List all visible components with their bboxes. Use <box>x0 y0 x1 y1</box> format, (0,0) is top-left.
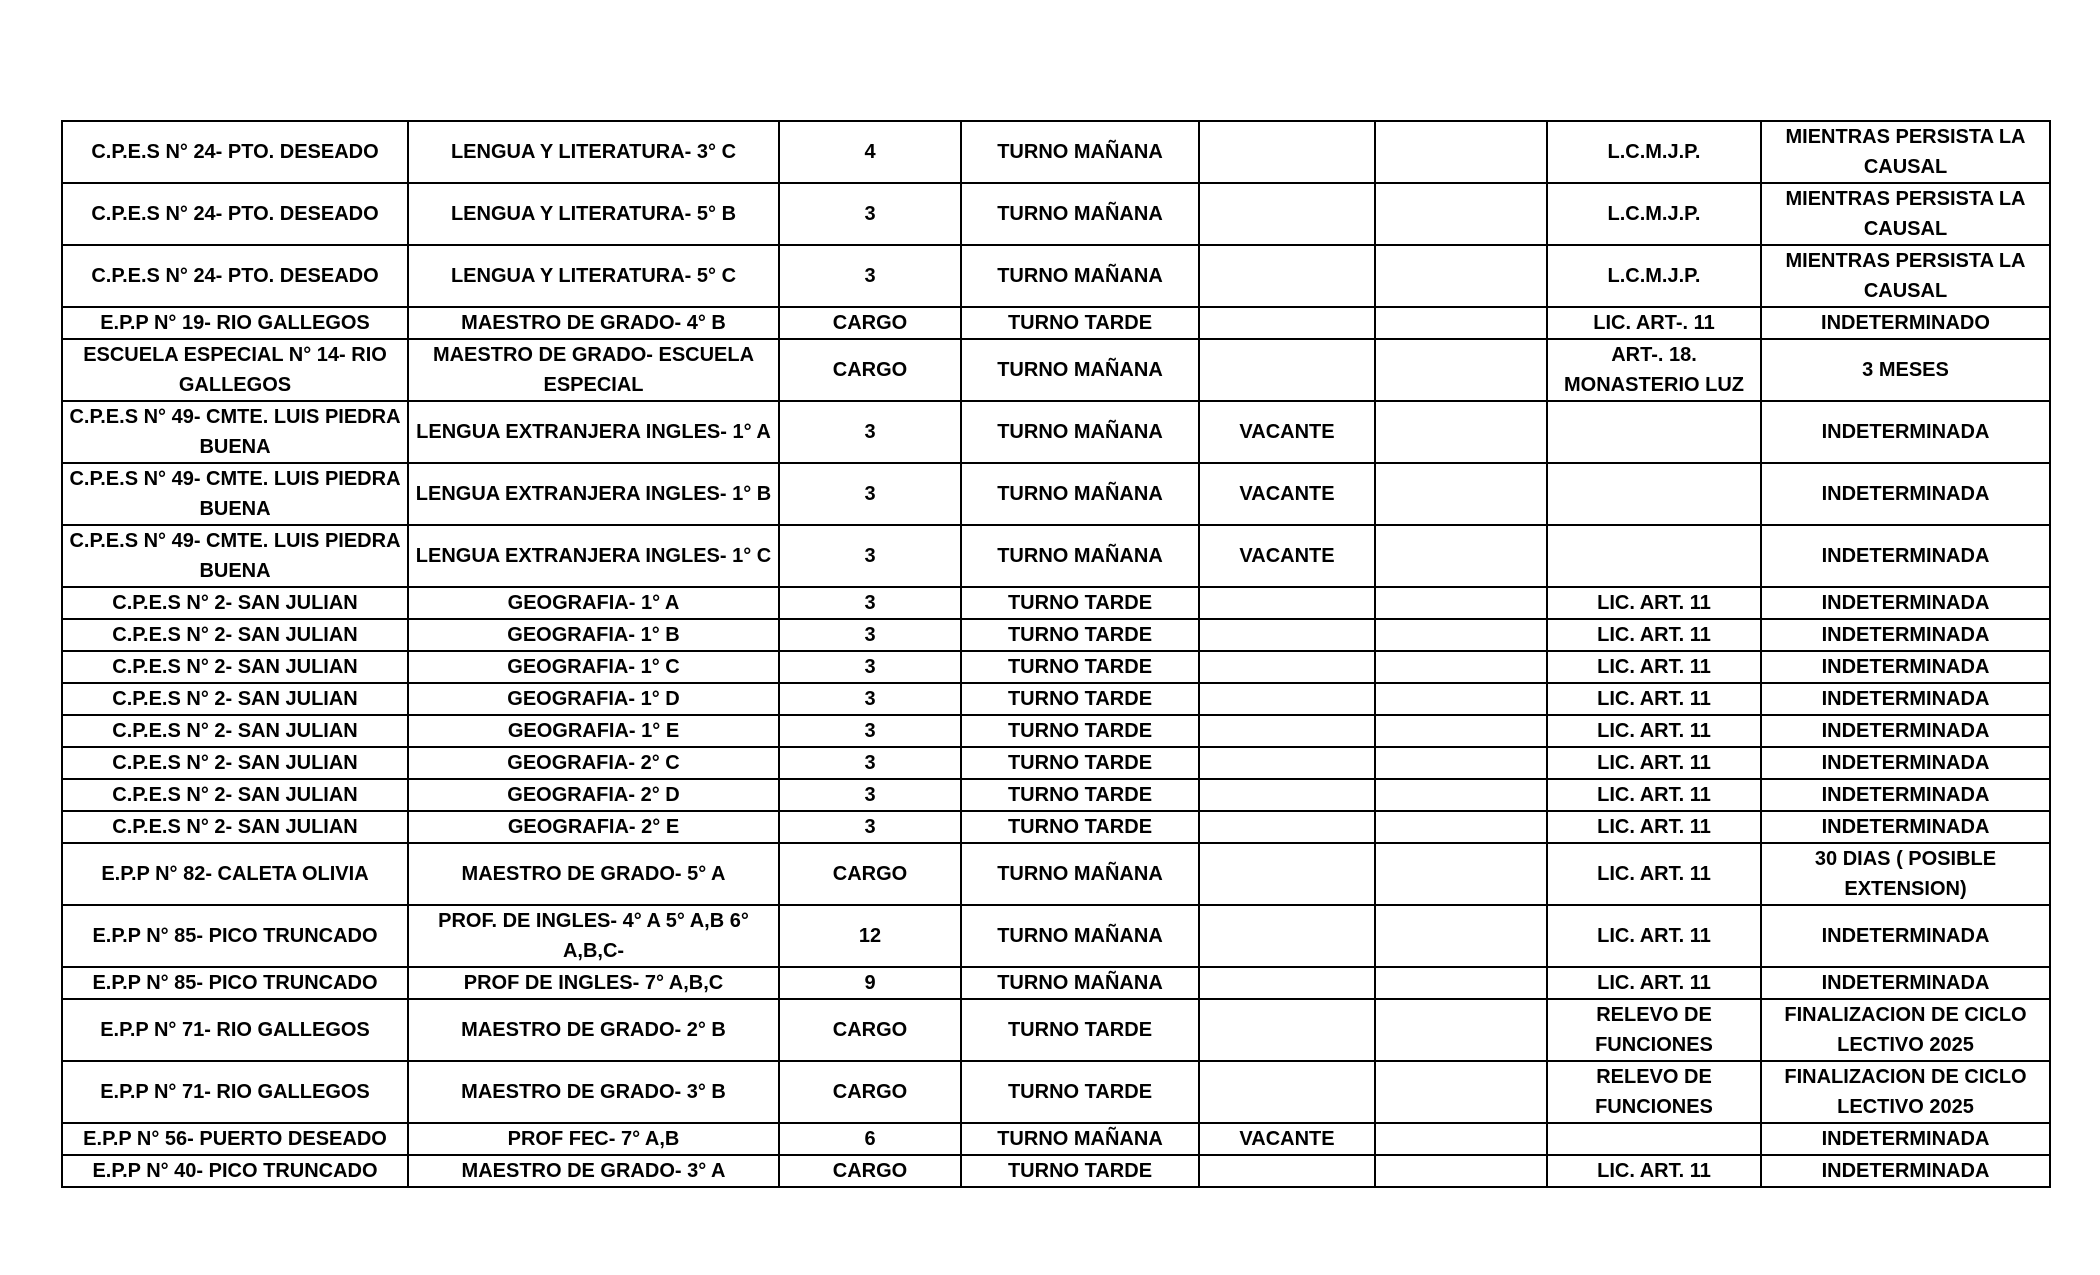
school-cell: C.P.E.S N° 2- SAN JULIAN <box>62 747 408 779</box>
shift-cell: TURNO MAÑANA <box>961 843 1199 905</box>
status-cell <box>1199 1155 1375 1187</box>
duration-cell: INDETERMINADO <box>1761 307 2050 339</box>
status-cell: VACANTE <box>1199 525 1375 587</box>
hours-cell: CARGO <box>779 999 961 1061</box>
subject-cell: MAESTRO DE GRADO- 5° A <box>408 843 779 905</box>
subject-cell: LENGUA EXTRANJERA INGLES- 1° A <box>408 401 779 463</box>
subject-cell: GEOGRAFIA- 2° E <box>408 811 779 843</box>
subject-cell: PROF DE INGLES- 7° A,B,C <box>408 967 779 999</box>
subject-cell: GEOGRAFIA- 2° C <box>408 747 779 779</box>
school-cell: E.P.P N° 56- PUERTO DESEADO <box>62 1123 408 1155</box>
shift-cell: TURNO MAÑANA <box>961 339 1199 401</box>
reason-cell: LIC. ART. 11 <box>1547 843 1761 905</box>
hours-cell: 3 <box>779 811 961 843</box>
table-row <box>62 1123 2050 1155</box>
table-row <box>62 307 2050 339</box>
blank-cell <box>1375 1061 1547 1123</box>
reason-cell: RELEVO DE FUNCIONES <box>1547 999 1761 1061</box>
table-row <box>62 905 2050 967</box>
shift-cell: TURNO TARDE <box>961 683 1199 715</box>
reason-cell: LIC. ART. 11 <box>1547 715 1761 747</box>
status-cell: VACANTE <box>1199 1123 1375 1155</box>
hours-cell: CARGO <box>779 1061 961 1123</box>
reason-cell <box>1547 525 1761 587</box>
subject-cell: GEOGRAFIA- 1° B <box>408 619 779 651</box>
status-cell: VACANTE <box>1199 463 1375 525</box>
blank-cell <box>1375 121 1547 183</box>
shift-cell: TURNO TARDE <box>961 747 1199 779</box>
blank-cell <box>1375 715 1547 747</box>
blank-cell <box>1375 401 1547 463</box>
hours-cell: 3 <box>779 245 961 307</box>
reason-cell: LIC. ART. 11 <box>1547 651 1761 683</box>
blank-cell <box>1375 999 1547 1061</box>
hours-cell: CARGO <box>779 307 961 339</box>
status-cell <box>1199 183 1375 245</box>
shift-cell: TURNO TARDE <box>961 307 1199 339</box>
hours-cell: CARGO <box>779 339 961 401</box>
table-row <box>62 811 2050 843</box>
status-cell <box>1199 1061 1375 1123</box>
school-cell: C.P.E.S N° 49- CMTE. LUIS PIEDRA BUENA <box>62 525 408 587</box>
status-cell <box>1199 967 1375 999</box>
blank-cell <box>1375 245 1547 307</box>
hours-cell: 6 <box>779 1123 961 1155</box>
school-cell: C.P.E.S N° 2- SAN JULIAN <box>62 715 408 747</box>
reason-cell: LIC. ART. 11 <box>1547 811 1761 843</box>
subject-cell: GEOGRAFIA- 1° C <box>408 651 779 683</box>
shift-cell: TURNO MAÑANA <box>961 183 1199 245</box>
blank-cell <box>1375 905 1547 967</box>
hours-cell: 4 <box>779 121 961 183</box>
duration-cell: INDETERMINADA <box>1761 905 2050 967</box>
status-cell <box>1199 619 1375 651</box>
blank-cell <box>1375 587 1547 619</box>
reason-cell: LIC. ART. 11 <box>1547 683 1761 715</box>
school-cell: C.P.E.S N° 2- SAN JULIAN <box>62 779 408 811</box>
hours-cell: 3 <box>779 525 961 587</box>
school-cell: C.P.E.S N° 2- SAN JULIAN <box>62 811 408 843</box>
reason-cell <box>1547 1123 1761 1155</box>
blank-cell <box>1375 183 1547 245</box>
school-cell: C.P.E.S N° 2- SAN JULIAN <box>62 651 408 683</box>
status-cell <box>1199 747 1375 779</box>
duration-cell: INDETERMINADA <box>1761 683 2050 715</box>
duration-cell: 3 MESES <box>1761 339 2050 401</box>
blank-cell <box>1375 651 1547 683</box>
hours-cell: CARGO <box>779 843 961 905</box>
subject-cell: PROF FEC- 7° A,B <box>408 1123 779 1155</box>
hours-cell: CARGO <box>779 1155 961 1187</box>
duration-cell: MIENTRAS PERSISTA LA CAUSAL <box>1761 183 2050 245</box>
blank-cell <box>1375 1155 1547 1187</box>
subject-cell: MAESTRO DE GRADO- 2° B <box>408 999 779 1061</box>
table-row <box>62 651 2050 683</box>
vacancy-table <box>61 120 2051 1188</box>
table-row <box>62 683 2050 715</box>
table-row <box>62 715 2050 747</box>
status-cell <box>1199 999 1375 1061</box>
school-cell: C.P.E.S N° 24- PTO. DESEADO <box>62 245 408 307</box>
status-cell <box>1199 245 1375 307</box>
blank-cell <box>1375 843 1547 905</box>
table-row <box>62 747 2050 779</box>
hours-cell: 3 <box>779 401 961 463</box>
blank-cell <box>1375 525 1547 587</box>
status-cell <box>1199 715 1375 747</box>
shift-cell: TURNO TARDE <box>961 1061 1199 1123</box>
reason-cell: L.C.M.J.P. <box>1547 121 1761 183</box>
subject-cell: LENGUA Y LITERATURA- 3° C <box>408 121 779 183</box>
duration-cell: INDETERMINADA <box>1761 587 2050 619</box>
table-row <box>62 525 2050 587</box>
status-cell <box>1199 121 1375 183</box>
hours-cell: 3 <box>779 183 961 245</box>
blank-cell <box>1375 463 1547 525</box>
reason-cell: L.C.M.J.P. <box>1547 245 1761 307</box>
subject-cell: GEOGRAFIA- 1° A <box>408 587 779 619</box>
shift-cell: TURNO MAÑANA <box>961 463 1199 525</box>
shift-cell: TURNO TARDE <box>961 811 1199 843</box>
blank-cell <box>1375 747 1547 779</box>
shift-cell: TURNO TARDE <box>961 999 1199 1061</box>
duration-cell: INDETERMINADA <box>1761 651 2050 683</box>
blank-cell <box>1375 339 1547 401</box>
table-row <box>62 1155 2050 1187</box>
hours-cell: 3 <box>779 747 961 779</box>
duration-cell: FINALIZACION DE CICLO LECTIVO 2025 <box>1761 1061 2050 1123</box>
table-row <box>62 401 2050 463</box>
shift-cell: TURNO MAÑANA <box>961 245 1199 307</box>
blank-cell <box>1375 619 1547 651</box>
blank-cell <box>1375 811 1547 843</box>
duration-cell: INDETERMINADA <box>1761 1155 2050 1187</box>
status-cell <box>1199 811 1375 843</box>
reason-cell: L.C.M.J.P. <box>1547 183 1761 245</box>
status-cell <box>1199 905 1375 967</box>
school-cell: E.P.P N° 19- RIO GALLEGOS <box>62 307 408 339</box>
status-cell <box>1199 587 1375 619</box>
school-cell: E.P.P N° 71- RIO GALLEGOS <box>62 999 408 1061</box>
duration-cell: INDETERMINADA <box>1761 779 2050 811</box>
blank-cell <box>1375 683 1547 715</box>
hours-cell: 3 <box>779 651 961 683</box>
school-cell: C.P.E.S N° 49- CMTE. LUIS PIEDRA BUENA <box>62 463 408 525</box>
school-cell: C.P.E.S N° 2- SAN JULIAN <box>62 683 408 715</box>
shift-cell: TURNO MAÑANA <box>961 967 1199 999</box>
blank-cell <box>1375 1123 1547 1155</box>
subject-cell: LENGUA Y LITERATURA- 5° B <box>408 183 779 245</box>
duration-cell: MIENTRAS PERSISTA LA CAUSAL <box>1761 245 2050 307</box>
hours-cell: 3 <box>779 587 961 619</box>
table-row <box>62 779 2050 811</box>
reason-cell: LIC. ART. 11 <box>1547 619 1761 651</box>
reason-cell: LIC. ART-. 11 <box>1547 307 1761 339</box>
blank-cell <box>1375 307 1547 339</box>
table-row <box>62 619 2050 651</box>
school-cell: C.P.E.S N° 24- PTO. DESEADO <box>62 183 408 245</box>
subject-cell: GEOGRAFIA- 1° E <box>408 715 779 747</box>
status-cell <box>1199 843 1375 905</box>
status-cell <box>1199 307 1375 339</box>
hours-cell: 3 <box>779 619 961 651</box>
hours-cell: 3 <box>779 779 961 811</box>
duration-cell: INDETERMINADA <box>1761 1123 2050 1155</box>
blank-cell <box>1375 967 1547 999</box>
table-row <box>62 463 2050 525</box>
duration-cell: INDETERMINADA <box>1761 967 2050 999</box>
duration-cell: FINALIZACION DE CICLO LECTIVO 2025 <box>1761 999 2050 1061</box>
duration-cell: 30 DIAS ( POSIBLE EXTENSION) <box>1761 843 2050 905</box>
status-cell <box>1199 651 1375 683</box>
subject-cell: GEOGRAFIA- 1° D <box>408 683 779 715</box>
shift-cell: TURNO MAÑANA <box>961 905 1199 967</box>
school-cell: E.P.P N° 71- RIO GALLEGOS <box>62 1061 408 1123</box>
school-cell: ESCUELA ESPECIAL N° 14- RIO GALLEGOS <box>62 339 408 401</box>
school-cell: C.P.E.S N° 24- PTO. DESEADO <box>62 121 408 183</box>
subject-cell: LENGUA Y LITERATURA- 5° C <box>408 245 779 307</box>
blank-cell <box>1375 779 1547 811</box>
status-cell <box>1199 339 1375 401</box>
reason-cell <box>1547 401 1761 463</box>
reason-cell: RELEVO DE FUNCIONES <box>1547 1061 1761 1123</box>
school-cell: E.P.P N° 82- CALETA OLIVIA <box>62 843 408 905</box>
hours-cell: 3 <box>779 715 961 747</box>
shift-cell: TURNO MAÑANA <box>961 401 1199 463</box>
shift-cell: TURNO TARDE <box>961 715 1199 747</box>
duration-cell: INDETERMINADA <box>1761 463 2050 525</box>
table-row <box>62 843 2050 905</box>
reason-cell <box>1547 463 1761 525</box>
table-row <box>62 245 2050 307</box>
shift-cell: TURNO TARDE <box>961 779 1199 811</box>
subject-cell: LENGUA EXTRANJERA INGLES- 1° B <box>408 463 779 525</box>
status-cell <box>1199 683 1375 715</box>
school-cell: C.P.E.S N° 2- SAN JULIAN <box>62 619 408 651</box>
subject-cell: MAESTRO DE GRADO- ESCUELA ESPECIAL <box>408 339 779 401</box>
subject-cell: MAESTRO DE GRADO- 3° B <box>408 1061 779 1123</box>
duration-cell: INDETERMINADA <box>1761 811 2050 843</box>
table-row <box>62 183 2050 245</box>
subject-cell: PROF. DE INGLES- 4° A 5° A,B 6° A,B,C- <box>408 905 779 967</box>
duration-cell: INDETERMINADA <box>1761 619 2050 651</box>
shift-cell: TURNO MAÑANA <box>961 1123 1199 1155</box>
subject-cell: LENGUA EXTRANJERA INGLES- 1° C <box>408 525 779 587</box>
duration-cell: INDETERMINADA <box>1761 715 2050 747</box>
status-cell: VACANTE <box>1199 401 1375 463</box>
table-row <box>62 999 2050 1061</box>
reason-cell: LIC. ART. 11 <box>1547 779 1761 811</box>
table-row <box>62 587 2050 619</box>
table-row <box>62 339 2050 401</box>
shift-cell: TURNO TARDE <box>961 619 1199 651</box>
duration-cell: INDETERMINADA <box>1761 401 2050 463</box>
reason-cell: ART-. 18. MONASTERIO LUZ <box>1547 339 1761 401</box>
duration-cell: MIENTRAS PERSISTA LA CAUSAL <box>1761 121 2050 183</box>
subject-cell: MAESTRO DE GRADO- 3° A <box>408 1155 779 1187</box>
school-cell: E.P.P N° 85- PICO TRUNCADO <box>62 905 408 967</box>
subject-cell: GEOGRAFIA- 2° D <box>408 779 779 811</box>
hours-cell: 3 <box>779 683 961 715</box>
school-cell: C.P.E.S N° 49- CMTE. LUIS PIEDRA BUENA <box>62 401 408 463</box>
table-row <box>62 1061 2050 1123</box>
shift-cell: TURNO TARDE <box>961 1155 1199 1187</box>
hours-cell: 9 <box>779 967 961 999</box>
reason-cell: LIC. ART. 11 <box>1547 747 1761 779</box>
reason-cell: LIC. ART. 11 <box>1547 905 1761 967</box>
hours-cell: 12 <box>779 905 961 967</box>
reason-cell: LIC. ART. 11 <box>1547 587 1761 619</box>
shift-cell: TURNO TARDE <box>961 587 1199 619</box>
shift-cell: TURNO MAÑANA <box>961 121 1199 183</box>
table-row <box>62 121 2050 183</box>
shift-cell: TURNO TARDE <box>961 651 1199 683</box>
school-cell: E.P.P N° 40- PICO TRUNCADO <box>62 1155 408 1187</box>
hours-cell: 3 <box>779 463 961 525</box>
duration-cell: INDETERMINADA <box>1761 525 2050 587</box>
table-row <box>62 967 2050 999</box>
school-cell: C.P.E.S N° 2- SAN JULIAN <box>62 587 408 619</box>
reason-cell: LIC. ART. 11 <box>1547 967 1761 999</box>
subject-cell: MAESTRO DE GRADO- 4° B <box>408 307 779 339</box>
school-cell: E.P.P N° 85- PICO TRUNCADO <box>62 967 408 999</box>
shift-cell: TURNO MAÑANA <box>961 525 1199 587</box>
reason-cell: LIC. ART. 11 <box>1547 1155 1761 1187</box>
status-cell <box>1199 779 1375 811</box>
duration-cell: INDETERMINADA <box>1761 747 2050 779</box>
